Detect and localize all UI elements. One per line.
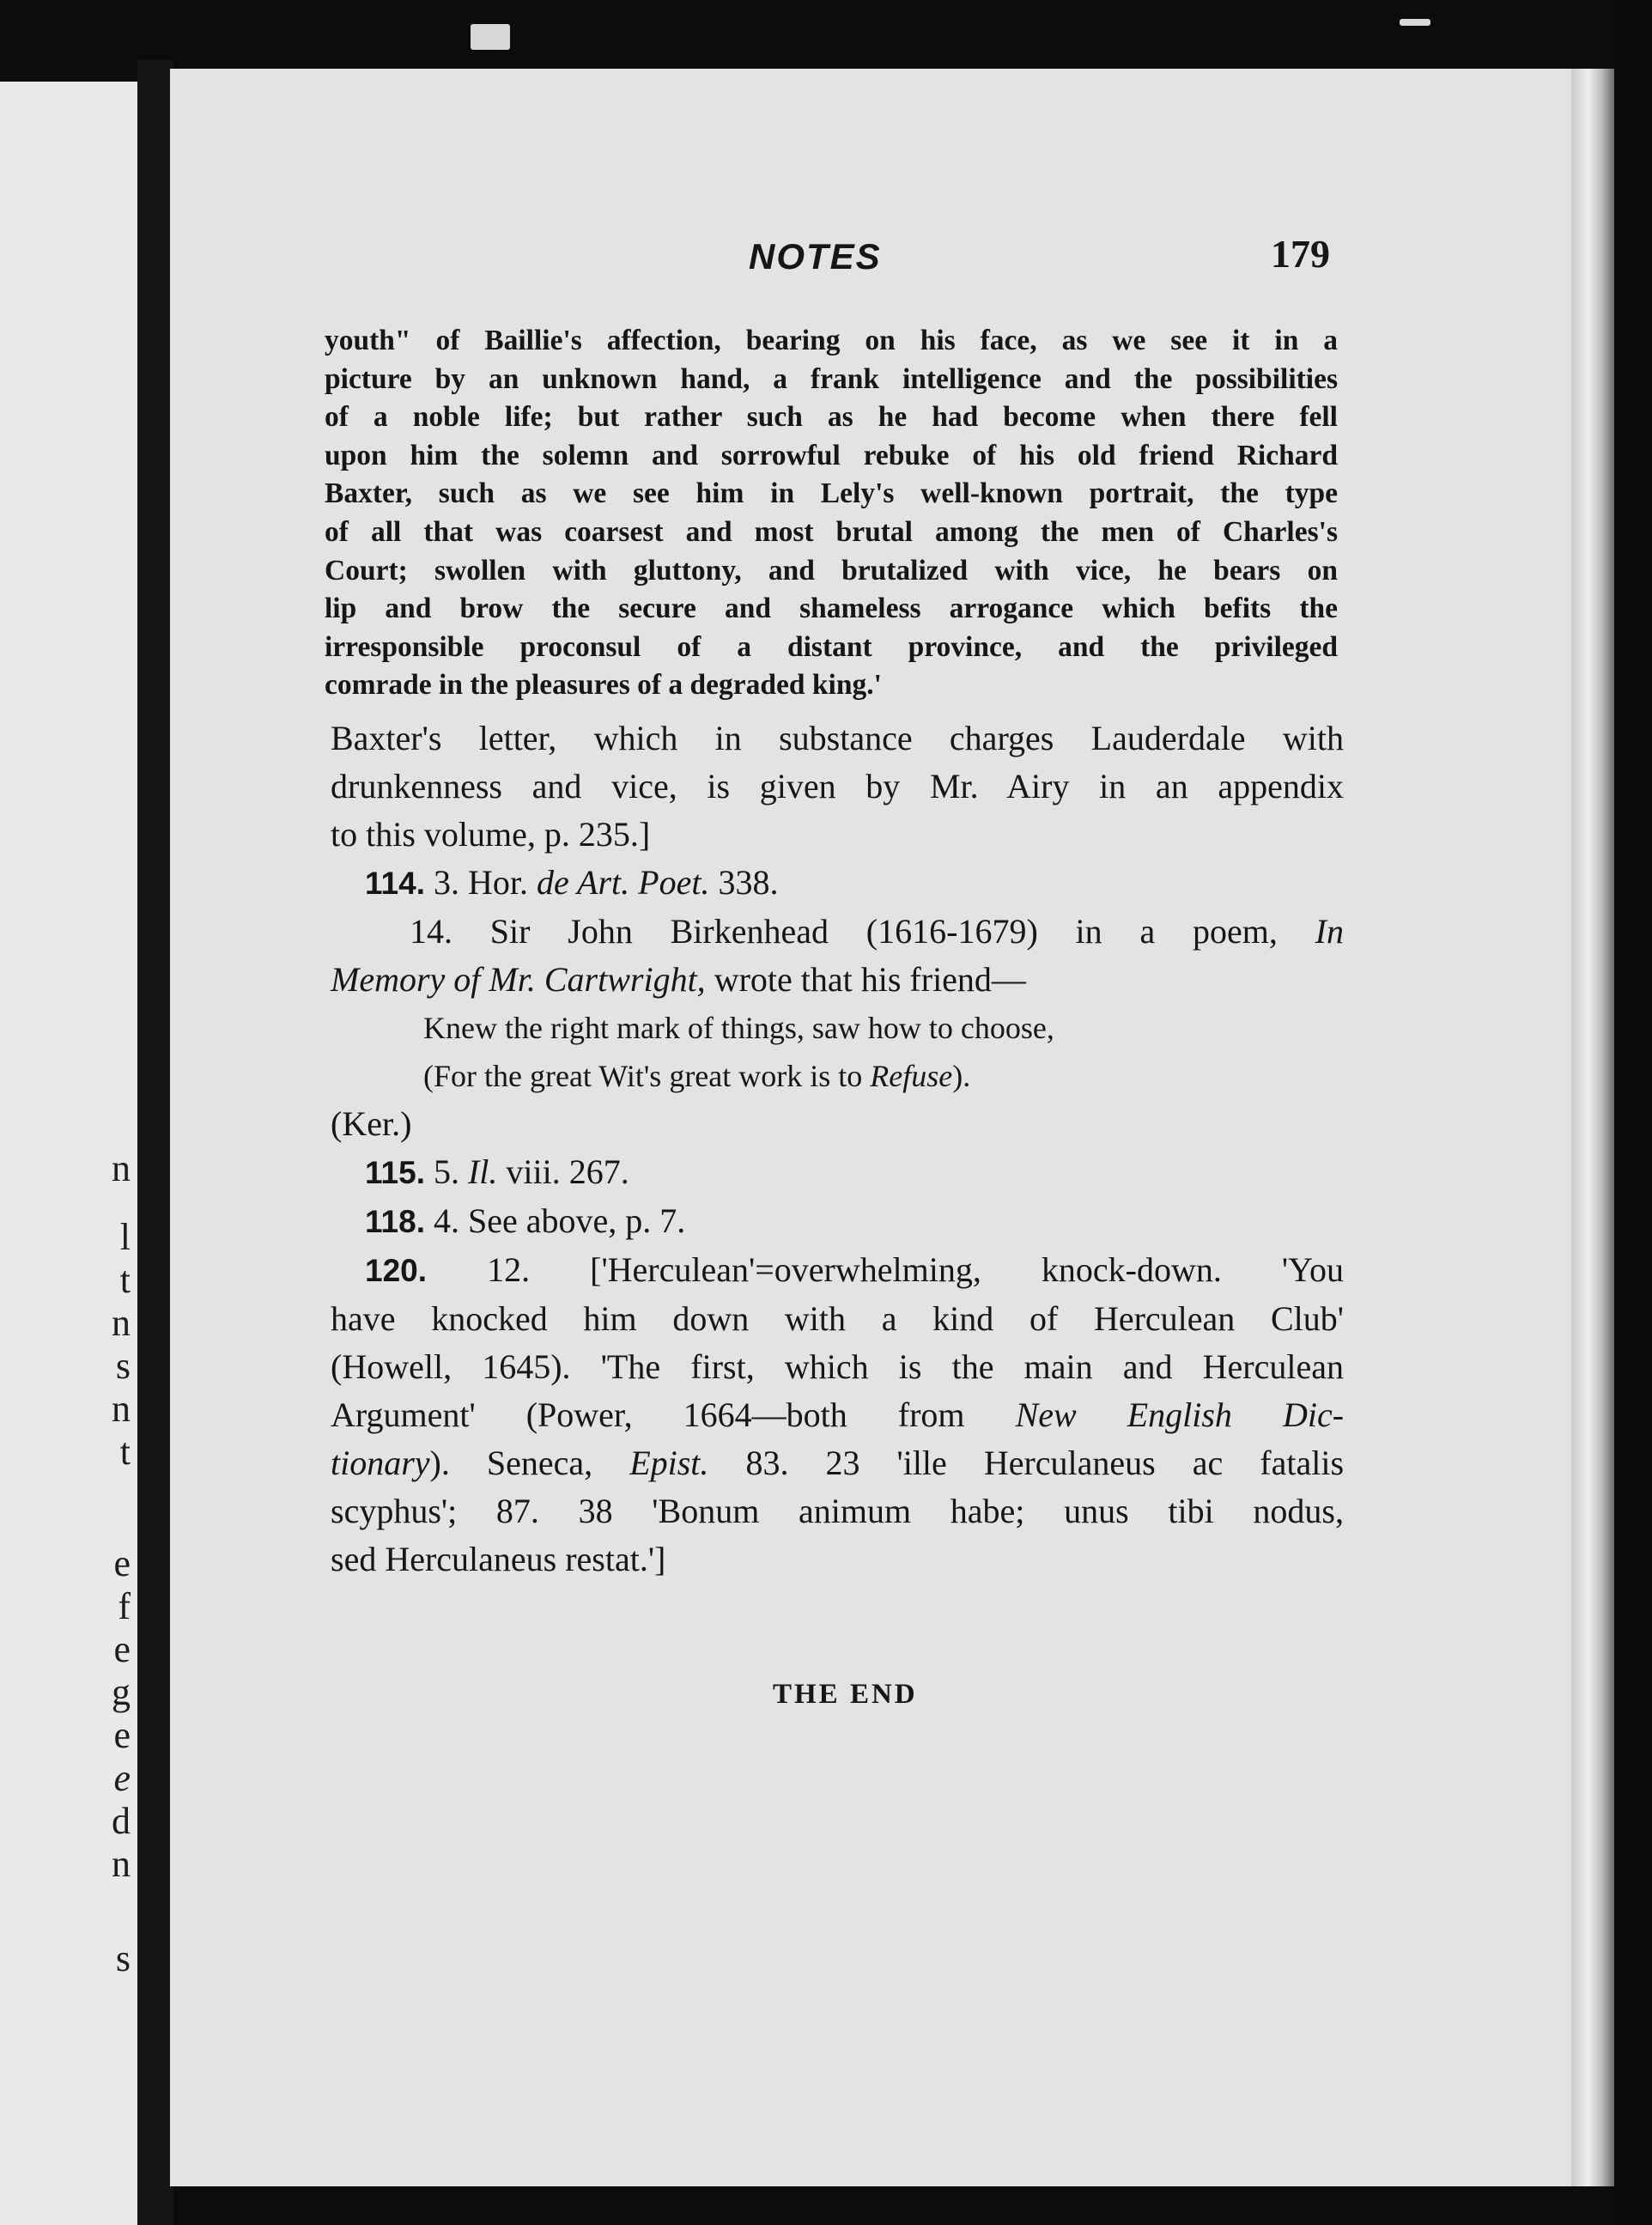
scan-speck [1400, 19, 1430, 26]
note-title: tionary [331, 1444, 430, 1482]
note-title: Il. [467, 1152, 498, 1191]
note-text: Hor. [467, 863, 528, 902]
note-title: Memory of Mr. Cartwright, [331, 960, 706, 999]
note-title: In [1315, 912, 1344, 951]
baxter-paragraph-line: to this volume, p. 235.] [331, 815, 651, 854]
attribution: (Ker.) [331, 1104, 412, 1143]
note-title: New English Dic- [1015, 1395, 1345, 1434]
quote-line: lip and brow the secure and shameless arrogance which befits the [325, 593, 1338, 625]
note-text: 12. ['Herculean'=overwhelming, knock-down. 'You [487, 1250, 1344, 1289]
quote-line: irresponsible proconsul of a distant province, and the privileged [325, 630, 1338, 663]
baxter-paragraph-line: Baxter's letter, which in substance charges Lauderdale with [331, 719, 1344, 757]
note-120-line: scyphus'; 87. 38 'Bonum animum habe; unus tibi nodus, [331, 1492, 1344, 1530]
verse-text: ). [952, 1059, 971, 1093]
note-118 [331, 1197, 1344, 1246]
note-120-line [331, 1391, 1344, 1439]
notes-body [331, 714, 1344, 1584]
facing-page-fragment: d [112, 1800, 131, 1842]
facing-page-fragment: s [115, 1937, 131, 1979]
facing-page-fragment: t [119, 1259, 131, 1301]
baxter-paragraph-line: drunkenness and vice, is given by Mr. Airy in an appendix [331, 767, 1344, 805]
quote-line: of all that was coarsest and most brutal among the men of Charles's [325, 515, 1338, 548]
facing-page-fragment: e [113, 1628, 131, 1670]
note-text: viii. 267. [506, 1152, 629, 1191]
note-120-line [331, 1246, 1344, 1295]
quote-line: picture by an unknown hand, a frank intelligence and the possibilities [325, 362, 1338, 395]
quote-line: Baxter, such as we see him in Lely's well-known portrait, the type [325, 477, 1338, 510]
note-title: Epist. [629, 1444, 709, 1482]
facing-page-fragment: e [113, 1542, 131, 1584]
facing-page-fragment: e [113, 1714, 131, 1756]
note-14-line [331, 908, 1344, 956]
the-end: THE END [773, 1679, 918, 1710]
verse-emphasis: Refuse [870, 1059, 953, 1093]
note-120-line [331, 1439, 1344, 1487]
quote-line: Court; swollen with gluttony, and brutalized with vice, he bears on [325, 554, 1338, 587]
note-reference: 118. [365, 1204, 425, 1239]
facing-page-fragment: n [112, 1302, 131, 1344]
note-text: wrote that his friend— [714, 960, 1026, 999]
scan-border [1614, 0, 1652, 2225]
verse-text: (For the great Wit's great work is to [423, 1059, 863, 1093]
note-text: ). Seneca, [429, 1444, 593, 1482]
running-title: NOTES [749, 236, 882, 277]
quote-line: of a noble life; but rather such as he had become when there fell [325, 401, 1338, 434]
facing-page-fragment: l [119, 1216, 131, 1258]
facing-page-fragment: s [115, 1345, 131, 1387]
scan-speck [471, 24, 510, 50]
book-gutter [137, 60, 173, 2225]
running-head [172, 232, 1374, 288]
facing-page-fragment: f [118, 1585, 131, 1627]
note-reference: 114. [365, 866, 425, 901]
note-text: 4. See above, p. 7. [433, 1201, 686, 1240]
note-line-number: 5. [433, 1152, 459, 1191]
note-120-line: have knocked him down with a kind of Herculean Club' [331, 1299, 1344, 1338]
note-120-line: (Howell, 1645). 'The first, which is the main and Herculean [331, 1347, 1344, 1386]
verse-line [331, 1052, 1344, 1100]
facing-page-fragment: t [119, 1431, 131, 1473]
note-14-line [331, 956, 1344, 1004]
facing-page-fragment: e [113, 1757, 131, 1799]
note-text: 83. 23 'ille Herculaneus ac fatalis [745, 1444, 1345, 1482]
note-text: 338. [718, 863, 779, 902]
note-line-number: 3. [433, 863, 459, 902]
note-text: Argument' (Power, 1664—both from [331, 1395, 965, 1434]
facing-page-edge [0, 82, 137, 2225]
note-text: Sir John Birkenhead (1616-1679) in a poem, [489, 912, 1278, 951]
page-edge [1571, 69, 1614, 2186]
quote-line: comrade in the pleasures of a degraded king.' [325, 669, 882, 702]
note-title: de Art. Poet. [536, 863, 710, 902]
quote-line: youth" of Baillie's affection, bearing on his face, as we see it in a [325, 325, 1338, 356]
note-115 [331, 1148, 1344, 1197]
note-line-number: 14. [410, 912, 452, 951]
page-number: 179 [1271, 232, 1330, 276]
verse-line: Knew the right mark of things, saw how to choose, [423, 1011, 1054, 1045]
note-120-line: sed Herculaneus restat.'] [331, 1540, 666, 1578]
quoted-passage [325, 322, 1338, 705]
facing-page-fragment: n [112, 1147, 131, 1189]
note-114 [331, 859, 1344, 908]
note-reference: 115. [365, 1155, 425, 1190]
facing-page-fragment: n [112, 1843, 131, 1885]
facing-page-fragment: g [112, 1671, 131, 1713]
quote-line: upon him the solemn and sorrowful rebuke of his old friend Richard [325, 439, 1338, 471]
note-reference: 120. [365, 1253, 428, 1288]
facing-page-fragment: n [112, 1388, 131, 1430]
